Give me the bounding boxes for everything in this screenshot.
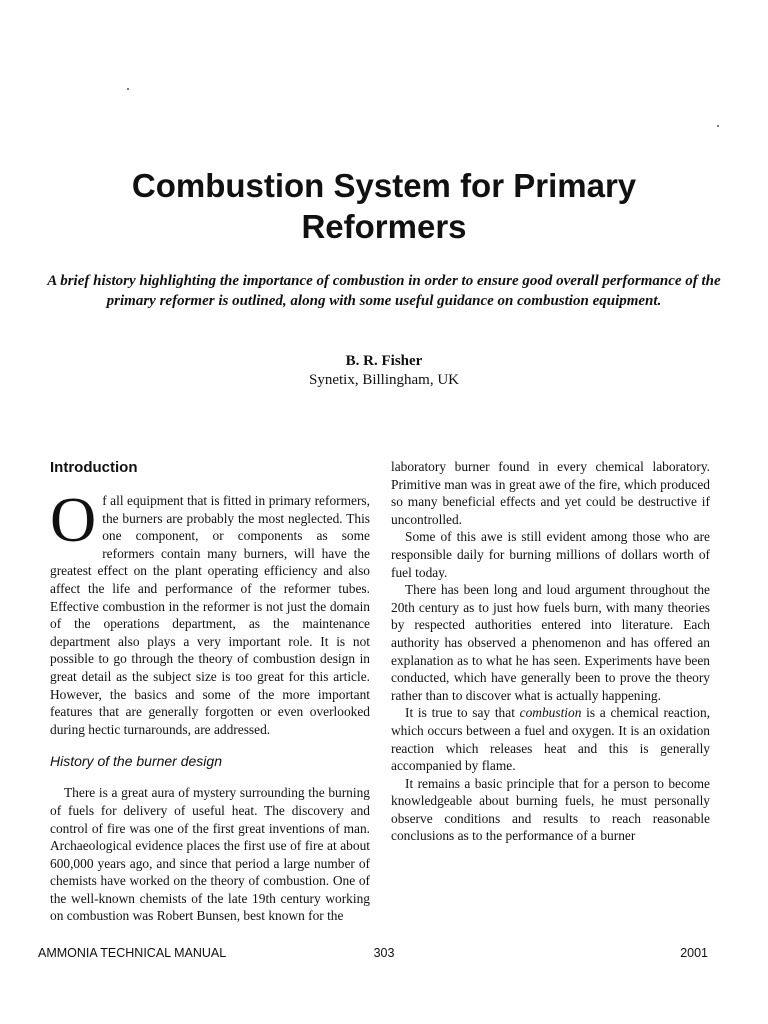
footer-page-number: 303 [373, 946, 395, 960]
abstract: A brief history highlighting the importance of combustion in order to ensure good overall performance of the primary reformer is outlined, along with some useful guidance on combustion equipment. [47, 273, 721, 309]
paragraph-4-lead: It is true to say that [405, 705, 520, 721]
section-heading-introduction: Introduction [50, 459, 138, 476]
footer-year: 2001 [680, 946, 708, 960]
history-paragraph-2: Some of this awe is still evident among those who are responsible daily for burning millions of dollars worth of fuel today. [391, 529, 710, 580]
history-paragraph-1: There is a great aura of mystery surrounding the burning of fuels for delivery of useful heat. The discovery and control of fire was one of the first great inventions of man. Archaeological evidence places the first use of fire at about 600,000 years ago, and since that period a large number of chemists have worked on the theory of combustion. One of the well-known chemists of the late 19th century working on combustion was Robert Bunsen, best known for the [50, 785, 370, 924]
history-paragraph-4 [391, 704, 710, 774]
scan-speck [127, 88, 129, 90]
subsection-heading-history: History of the burner design [50, 753, 222, 770]
drop-cap: O [50, 484, 97, 555]
scan-speck [717, 125, 719, 127]
author-affiliation: Synetix, Billingham, UK [309, 372, 459, 388]
paper-title: Combustion System for Primary Reformers [131, 167, 637, 245]
history-paragraph-5: It remains a basic principle that for a person to become knowledgeable about burning fuels, he must personally observe conditions and results to reach reasonable conclusions as to the performance of a burner [391, 775, 710, 844]
introduction-paragraph [50, 484, 370, 738]
introduction-text: f all equipment that is fitted in primary reformers, the burners are probably the most neglected. This one component, or components as some reformers contain many burners, will have the greatest effect on the plant operating efficiency and also affect the life and performance of the reformer tubes. Effective combustion in the reformer is not just the domain of the operations department, as the maintenance department also plays a very important role. It is not possible to go through the theory of combustion design in great detail as the subject size is too great for this article. However, the basics and some of the more important features that are generally forgotten or even overlooked during hectic turnarounds, are addressed. [50, 493, 370, 737]
author-name: B. R. Fisher [345, 353, 423, 369]
left-column [50, 458, 370, 925]
emphasis-combustion: combustion [519, 705, 582, 721]
history-paragraph-1-continued: laboratory burner found in every chemical laboratory. Primitive man was in great awe of the fire, which produced so many beneficial effects and yet could be destructive if uncontrolled. [391, 459, 710, 527]
history-paragraph-3: There has been long and loud argument throughout the 20th century as to just how fuels burn, with many theories by respected authorities entered into literature. Each authority has observed a phenomenon and has offered an explanation as to what he has seen. Experiments have been conducted, which have generally been to prove the theory rather than to discover what is actually happening. [391, 582, 710, 703]
right-column [391, 458, 710, 845]
footer-journal: AMMONIA TECHNICAL MANUAL [38, 946, 227, 960]
author-block [60, 352, 708, 390]
paragraph-4-rest: is a chemical reaction, which occurs between a fuel and oxygen. It is an oxidation reaction which releases heat and this is generally accompanied by flame. [391, 705, 710, 774]
